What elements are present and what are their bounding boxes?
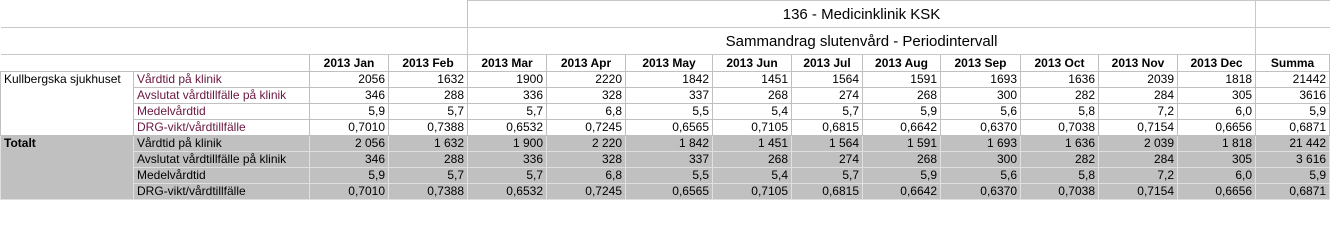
value-cell: 0,6642 [863,120,941,136]
value-cell: 336 [468,152,547,168]
value-cell: 1 818 [1178,136,1256,152]
value-cell: 0,7038 [1021,184,1099,200]
value-cell: 268 [713,88,792,104]
value-cell: 5,6 [941,168,1021,184]
value-cell: 0,6642 [863,184,941,200]
value-cell: 1 693 [941,136,1021,152]
value-cell: 6,8 [547,104,626,120]
group-label: Totalt [1,136,134,200]
value-cell: 1842 [626,72,713,88]
column-header: Summa [1256,55,1330,72]
value-cell: 305 [1178,88,1256,104]
report-title: 136 - Medicinklinik KSK [468,1,1256,28]
value-cell: 5,9 [310,168,389,184]
value-cell: 284 [1099,88,1178,104]
value-cell: 0,6565 [626,120,713,136]
value-cell: 0,6532 [468,120,547,136]
value-cell: 5,9 [863,168,941,184]
value-cell: 1 900 [468,136,547,152]
value-cell: 5,9 [1256,104,1330,120]
header-blank-right [1256,28,1330,55]
value-cell: 300 [941,152,1021,168]
header-blank [1,1,468,28]
value-cell: 346 [310,88,389,104]
row-label: Avslutat vårdtillfälle på klinik [134,88,310,104]
row-label: DRG-vikt/vårdtillfälle [134,120,310,136]
value-cell: 0,7038 [1021,120,1099,136]
value-cell: 0,6871 [1256,184,1330,200]
header-blank-right [1256,1,1330,28]
value-cell: 1818 [1178,72,1256,88]
table-row [1,88,1330,104]
value-cell: 0,7010 [310,120,389,136]
value-cell: 284 [1099,152,1178,168]
row-label: Medelvårdtid [134,104,310,120]
value-cell: 1900 [468,72,547,88]
value-cell: 5,8 [1021,104,1099,120]
value-cell: 21 442 [1256,136,1330,152]
column-header: 2013 Feb [389,55,468,72]
value-cell: 305 [1178,152,1256,168]
value-cell: 1 564 [792,136,863,152]
value-cell: 1 636 [1021,136,1099,152]
value-cell: 337 [626,152,713,168]
column-header: 2013 Oct [1021,55,1099,72]
value-cell: 2220 [547,72,626,88]
value-cell: 2 039 [1099,136,1178,152]
value-cell: 0,6656 [1178,120,1256,136]
value-cell: 337 [626,88,713,104]
value-cell: 1 451 [713,136,792,152]
report-subtitle: Sammandrag slutenvård - Periodintervall [468,28,1256,55]
value-cell: 5,4 [713,104,792,120]
value-cell: 268 [713,152,792,168]
column-header: 2013 Dec [1178,55,1256,72]
value-cell: 2039 [1099,72,1178,88]
value-cell: 5,7 [389,104,468,120]
value-cell: 328 [547,152,626,168]
value-cell: 0,6565 [626,184,713,200]
value-cell: 5,7 [468,104,547,120]
value-cell: 3 616 [1256,152,1330,168]
value-cell: 1564 [792,72,863,88]
value-cell: 7,2 [1099,168,1178,184]
value-cell: 274 [792,88,863,104]
value-cell: 1451 [713,72,792,88]
value-cell: 3616 [1256,88,1330,104]
value-cell: 0,7245 [547,184,626,200]
value-cell: 2 056 [310,136,389,152]
value-cell: 1 591 [863,136,941,152]
value-cell: 288 [389,152,468,168]
table-row [1,184,1330,200]
header-blank [1,28,468,55]
value-cell: 1636 [1021,72,1099,88]
value-cell: 1591 [863,72,941,88]
row-label: DRG-vikt/vårdtillfälle [134,184,310,200]
value-cell: 5,7 [468,168,547,184]
value-cell: 282 [1021,88,1099,104]
value-cell: 5,9 [310,104,389,120]
value-cell: 6,8 [547,168,626,184]
table-row [1,72,1330,88]
column-header: 2013 May [626,55,713,72]
row-label: Vårdtid på klinik [134,136,310,152]
value-cell: 5,8 [1021,168,1099,184]
value-cell: 274 [792,152,863,168]
value-cell: 2056 [310,72,389,88]
column-header: 2013 Nov [1099,55,1178,72]
group-label: Kullbergska sjukhuset [1,72,134,136]
value-cell: 5,9 [863,104,941,120]
value-cell: 282 [1021,152,1099,168]
table-row [1,104,1330,120]
value-cell: 288 [389,88,468,104]
value-cell: 0,7105 [713,120,792,136]
column-header: 2013 Jan [310,55,389,72]
table-row [1,120,1330,136]
value-cell: 0,6815 [792,184,863,200]
value-cell: 5,7 [792,104,863,120]
value-cell: 0,7388 [389,120,468,136]
row-label: Medelvårdtid [134,168,310,184]
value-cell: 5,7 [389,168,468,184]
value-cell: 1693 [941,72,1021,88]
value-cell: 6,0 [1178,168,1256,184]
value-cell: 336 [468,88,547,104]
column-header: 2013 Aug [863,55,941,72]
value-cell: 5,5 [626,168,713,184]
value-cell: 5,9 [1256,168,1330,184]
value-cell: 0,7010 [310,184,389,200]
value-cell: 5,6 [941,104,1021,120]
column-header-blank [1,55,310,72]
value-cell: 346 [310,152,389,168]
column-header: 2013 Mar [468,55,547,72]
value-cell: 0,6370 [941,120,1021,136]
value-cell: 0,6370 [941,184,1021,200]
table-row [1,168,1330,184]
value-cell: 300 [941,88,1021,104]
value-cell: 1632 [389,72,468,88]
row-label: Avslutat vårdtillfälle på klinik [134,152,310,168]
value-cell: 0,7154 [1099,120,1178,136]
value-cell: 5,4 [713,168,792,184]
column-header: 2013 Jun [713,55,792,72]
value-cell: 0,6656 [1178,184,1256,200]
value-cell: 21442 [1256,72,1330,88]
value-cell: 1 842 [626,136,713,152]
row-label: Vårdtid på klinik [134,72,310,88]
value-cell: 0,7245 [547,120,626,136]
value-cell: 0,6532 [468,184,547,200]
value-cell: 0,7154 [1099,184,1178,200]
value-cell: 1 632 [389,136,468,152]
value-cell: 7,2 [1099,104,1178,120]
table-row [1,136,1330,152]
value-cell: 0,6871 [1256,120,1330,136]
value-cell: 0,7105 [713,184,792,200]
value-cell: 0,7388 [389,184,468,200]
value-cell: 268 [863,152,941,168]
value-cell: 2 220 [547,136,626,152]
value-cell: 5,7 [792,168,863,184]
table-row [1,152,1330,168]
value-cell: 328 [547,88,626,104]
column-header: 2013 Apr [547,55,626,72]
value-cell: 268 [863,88,941,104]
value-cell: 0,6815 [792,120,863,136]
column-header: 2013 Jul [792,55,863,72]
value-cell: 6,0 [1178,104,1256,120]
column-header: 2013 Sep [941,55,1021,72]
value-cell: 5,5 [626,104,713,120]
